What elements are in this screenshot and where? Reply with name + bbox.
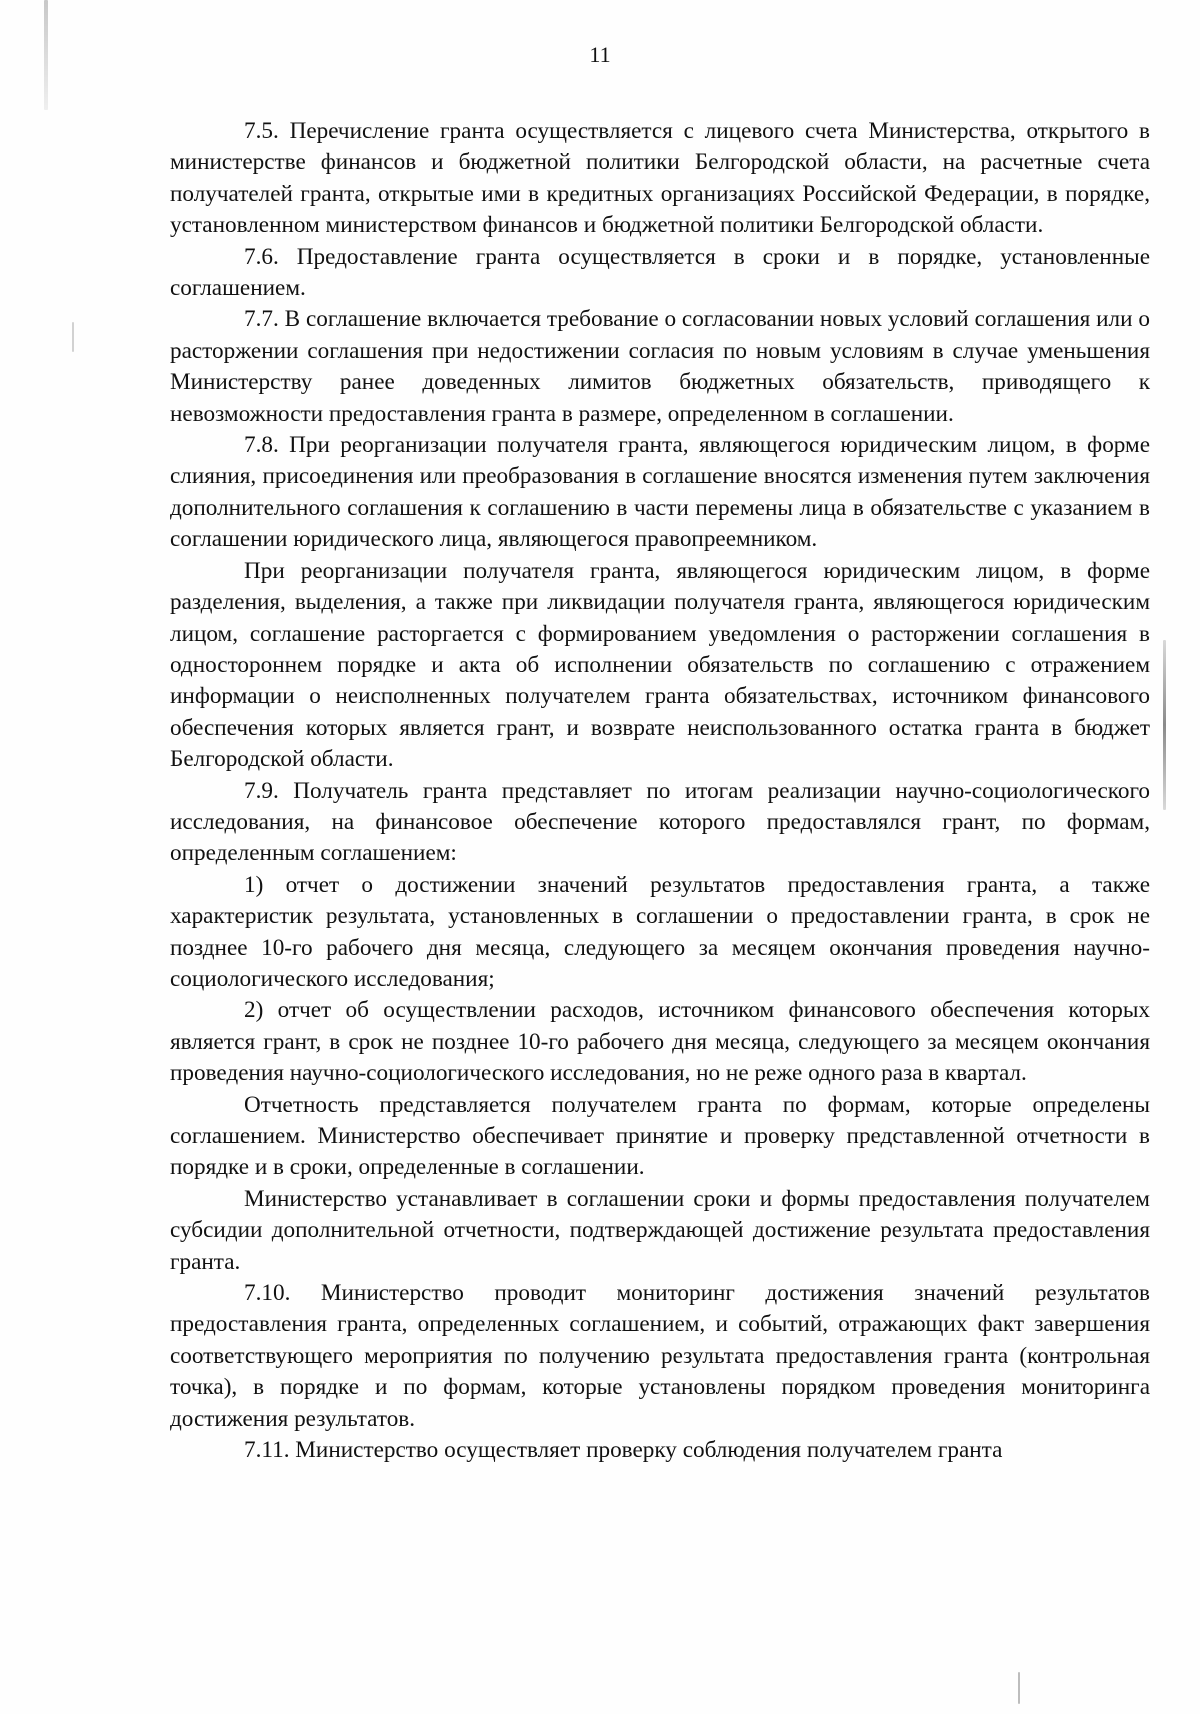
scan-artifact-line	[1163, 640, 1166, 810]
paragraph-7-11: 7.11. Министерство осуществляет проверку соблюдения получателем гранта	[244, 1437, 1003, 1464]
paragraph-reporting: Отчетность представляется получателем гранта по формам, которые определены соглашением. Министерство обеспечивает принятие и проверку представленной отчетности в порядке и в сроки, определенные в соглашении.	[170, 1091, 1150, 1181]
scan-artifact-line	[72, 322, 74, 352]
paragraph-7-6: 7.6. Предоставление гранта осуществляется в сроки и в порядке, установленные соглашением.	[170, 243, 1150, 302]
paragraph-7-9: 7.9. Получатель гранта представляет по итогам реализации научно-социологического исследования, на финансовое обеспечение которого предоставлялся грант, по формам, определенным соглашением:	[170, 777, 1150, 867]
paragraph-7-7: 7.7. В соглашение включается требование о согласовании новых условий соглашения или о расторжении соглашения при недостижении согласия по новым условиям в случае уменьшения Министерству ранее доведенных лимитов бюджетных обязательств, приводящего к невозможности предоставления гранта в размере, определенном в соглашении.	[170, 306, 1150, 427]
scan-artifact-line	[1018, 1672, 1020, 1704]
document-body	[170, 116, 1150, 1466]
page-number: 11	[589, 42, 611, 67]
paragraph-7-10: 7.10. Министерство проводит мониторинг достижения значений результатов предоставления гранта, определенных соглашением, и событий, отражающих факт завершения соответствующего мероприятия по получению результата предоставления гранта (контрольная точка), в порядке и по формам, которые установлены порядком проведения мониторинга достижения результатов.	[170, 1280, 1150, 1432]
paragraph-7-5: 7.5. Перечисление гранта осуществляется с лицевого счета Министерства, открытого в министерстве финансов и бюджетной политики Белгородской области, на расчетные счета получателей гранта, открытые ими в кредитных организациях Российской Федерации, в порядке, установленном министерством финансов и бюджетной политики Белгородской области.	[170, 118, 1150, 239]
list-item-2: 2) отчет об осуществлении расходов, источником финансового обеспечения которых является грант, в срок не позднее 10-го рабочего дня месяца, следующего за месяцем окончания проведения научно-социологического исследования, но не реже одного раза в квартал.	[170, 997, 1150, 1087]
paragraph-reorganization-liquidation: При реорганизации получателя гранта, являющегося юридическим лицом, в форме разделения, выделения, а также при ликвидации получателя гранта, являющегося юридическим лицом, соглашение расторгается с формированием уведомления о расторжении соглашения в одностороннем порядке и акта об исполнении обязательств по соглашению с отражением информации о неисполненных получателем гранта обязательствах, источником финансового обеспечения которых является грант, и возврате неиспользованного остатка гранта в бюджет Белгородской области.	[170, 557, 1150, 773]
list-item-1: 1) отчет о достижении значений результатов предоставления гранта, а также характеристик результата, установленных в соглашении о предоставлении гранта, в срок не позднее 10-го рабочего дня месяца, следующего за месяцем окончания проведения научно-социологического исследования;	[170, 871, 1150, 992]
paragraph-7-8: 7.8. При реорганизации получателя гранта, являющегося юридическим лицом, в форме слияния, присоединения или преобразования в соглашение вносятся изменения путем заключения дополнительного соглашения к соглашению в части перемены лица в обязательстве с указанием в соглашении юридического лица, являющегося правопреемником.	[170, 432, 1150, 553]
paragraph-additional-reporting: Министерство устанавливает в соглашении сроки и формы предоставления получателем субсидии дополнительной отчетности, подтверждающей достижение результата предоставления гранта.	[170, 1185, 1150, 1275]
